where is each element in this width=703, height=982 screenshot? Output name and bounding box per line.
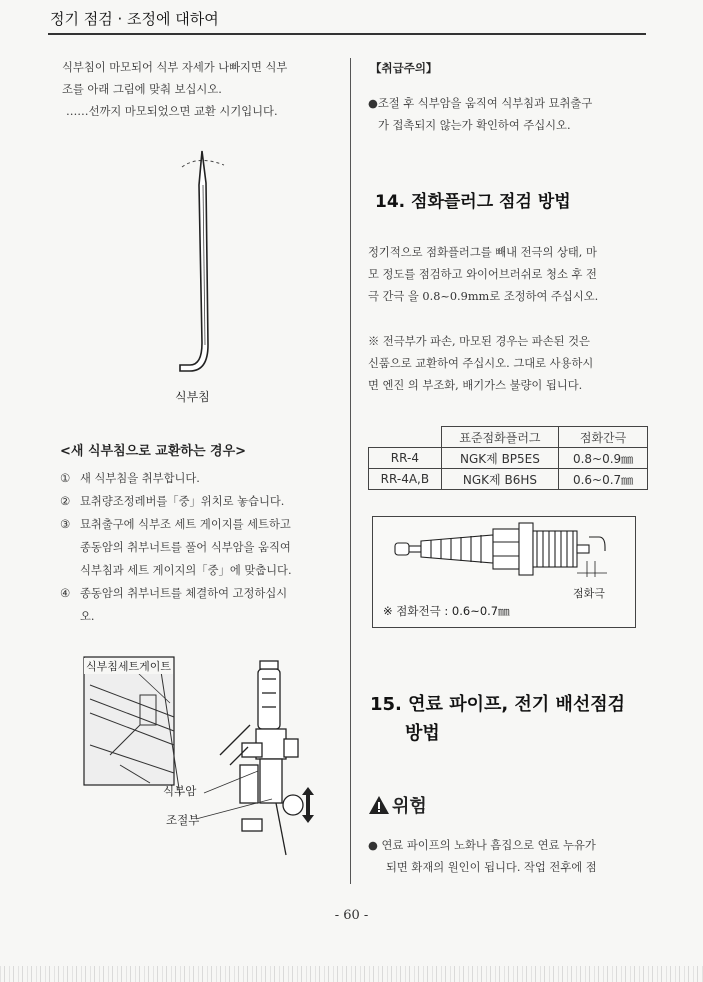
intro-line: 식부침이 마모되어 식부 자세가 나빠지면 식부 [62, 61, 288, 74]
replace-heading: <새 식부침으로 교환하는 경우> [60, 444, 247, 459]
needle-caption: 식부침 [175, 390, 210, 404]
danger-title: 위험 [392, 796, 427, 817]
step-item: ② 묘취량조정레버를「중」위치로 놓습니다. [60, 495, 285, 508]
section-14-paragraph: 정기적으로 점화플러그를 빼내 전극의 상태, 마 모 정도를 점검하고 와이어브러쉬로 청소 후 전 극 간극 을 0.8~0.9mm로 조정하여 주십시오. [368, 246, 599, 303]
electrode-gap-caption: ※ 점화전극 : 0.6~0.7㎜ [383, 604, 510, 618]
intro-line: ……선까지 마모되었으면 교환 시기입니다. [66, 105, 278, 118]
gauge-label: 식부침세트게이트 [86, 660, 172, 673]
page-number: - 60 - [334, 908, 369, 923]
table-header-row: 표준점화플러그 점화간극 [369, 427, 648, 448]
danger-text: ● 연료 파이프의 노화나 흠집으로 연료 누유가 되면 화재의 원인이 됩니다. 작업 전후에 점 [368, 839, 597, 874]
warning-triangle-icon [368, 795, 390, 815]
intro-line: 조를 아래 그림에 맞춰 보십시오. [62, 83, 222, 96]
caution-text: ●조절 후 식부암을 움직여 식부침과 묘취출구 가 접촉되지 않는가 확인하여 주십시오. [368, 97, 593, 132]
section-14-note: ※ 전극부가 파손, 마모된 경우는 파손된 것은 신품으로 교환하여 주십시오. 그대로 사용하시 면 엔진 의 부조화, 배기가스 불량이 됩니다. [368, 335, 594, 392]
section-15-title-line2: 방법 [405, 723, 440, 744]
step-item: ④ 종동암의 취부너트를 체결하여 고정하십시 오. [60, 587, 288, 623]
spark-plug-figure [372, 516, 636, 628]
spark-plug-spec-table [368, 426, 648, 490]
danger-heading [368, 792, 427, 818]
section-14-title: 14. 점화플러그 점검 방법 [375, 192, 571, 212]
header-rule [48, 33, 646, 35]
mechanism-illustration [80, 655, 335, 865]
section-15-title-line1: 15. 연료 파이프, 전기 배선점검 [370, 694, 626, 715]
table-row: RR-4 NGK제 BP5ES 0.8~0.9㎜ [369, 448, 648, 469]
adjust-label: 조절부 [166, 813, 200, 827]
electrode-label: 점화극 [573, 587, 605, 600]
step-item: ① 새 식부침을 취부합니다. [60, 472, 200, 485]
step-item: ③ 묘취출구에 식부조 세트 게이지를 세트하고 종동암의 취부너트를 풀어 식부암을 움직여 식부침과 세트 게이지의「중」에 맞춥니다. [60, 518, 292, 577]
table-row: RR-4A,B NGK제 B6HS 0.6~0.7㎜ [369, 469, 648, 490]
intro-paragraph [62, 57, 347, 123]
scan-artifact [0, 966, 703, 982]
arm-label: 식부암 [163, 784, 197, 798]
column-divider [350, 58, 351, 884]
page-header-title: 정기 점검 · 조정에 대하여 [50, 10, 219, 28]
replacement-steps [60, 467, 350, 628]
caution-title: 【취급주의】 [370, 61, 438, 75]
planting-needle-illustration [168, 145, 248, 385]
